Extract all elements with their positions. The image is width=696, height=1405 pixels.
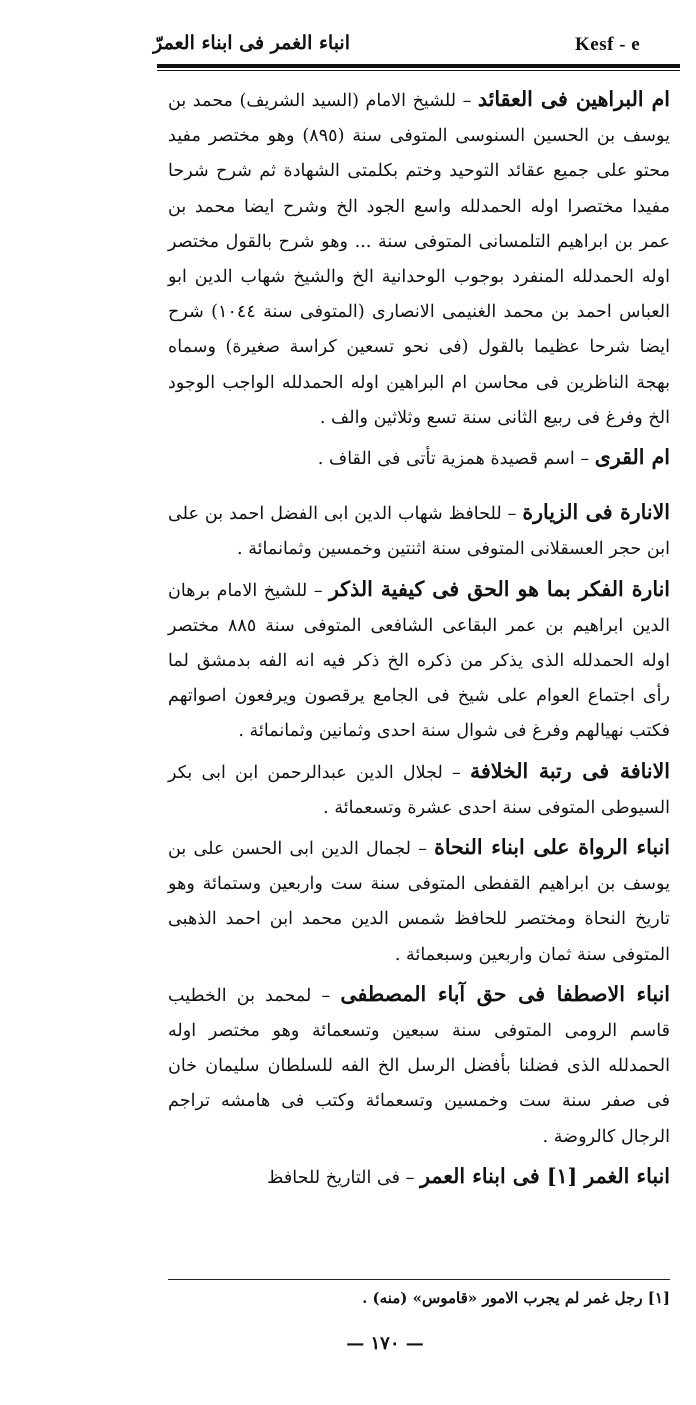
entry-heading: ام البراهين فى العقائد (477, 87, 670, 111)
entry (168, 572, 670, 750)
header-left-label: Kesf - e (575, 34, 641, 55)
entry (168, 830, 670, 973)
entry-heading: انباء الاصطفا فى حق آباء المصطفى (340, 981, 671, 1006)
entry (168, 1159, 670, 1196)
footnote-divider (168, 1279, 670, 1280)
entry-text: – لجلال الدين عبدالرحمن ابن ابى بكر السيوطى المتوفى سنة احدى عشرة وتسعمائة . (168, 762, 670, 818)
entry-heading: الانارة فى الزيارة (522, 500, 670, 525)
entry (168, 754, 670, 826)
entry-text: – اسم قصيدة همزية تأتى فى القاف . (317, 449, 595, 470)
header-rule-thin (157, 70, 680, 71)
entry (168, 977, 670, 1155)
entry-heading: انباء الرواة على ابناء النحاة (434, 835, 670, 860)
entry-text: – للشيخ الامام (السيد الشريف) محمد بن يوسف بن الحسين السنوسى المتوفى سنة (٨٩٥) وهو مختصر مفيد محتو على جميع عقائد التوحيد وختم بكلمتى الشهادة ثم شرح شرحا مفيدا مختصرا اوله الحمدلله واسع الجود الخ وشرح ايضا محمد بن عمر بن ابراهيم التلمسانى المتوفى سنة ... وهو شرح بالقول مختصر اوله الحمدلله المنفرد بوجوب الوحدانية الخ والشيخ شهاب الدين ابو العباس احمد بن محمد الغنيمى الانصارى (المتوفى سنة ١٠٤٤) شرح ايضا شرحا عظيما بالقول (فى نحو تسعين كراسة صغيرة) وسماه بهجة الناظرين فى محاسن ام البراهين اوله الحمدلله الواجب الوجود الخ وفرغ فى ربيع الثانى سنة تسع وثلاثين والف . (168, 91, 671, 428)
entry (168, 82, 670, 436)
entry (168, 440, 670, 477)
entry-text: – لجمال الدين ابى الحسن على بن يوسف بن ابراهيم القفطى المتوفى سنة ست واربعين وستمائة وهو تاريخ النحاة ومختصر للحافظ شمس الدين محمد ابن احمد الذهبى المتوفى سنة ثمان واربعين وسبعمائة . (168, 839, 670, 965)
entry-text: – لمحمد بن الخطيب قاسم الرومى المتوفى سنة سبعين وتسعمائة وهو مختصر اوله الحمدلله الذى فضلنا بأفضل الرسل الخ الفه للسلطان سليمان خان فى صفر سنة ست وخمسين وتسعمائة وكتب فى هامشه تراجم الرجال كالروضة . (168, 985, 670, 1147)
entry-heading: انباء الغمر [١] فى ابناء العمر (420, 1163, 670, 1188)
entry-text: – للحافظ شهاب الدين ابى الفضل احمد بن على ابن حجر العسقلانى المتوفى سنة اثنتين وخمسين وثمانمائة . (168, 504, 670, 560)
header-rule-thick (157, 64, 680, 68)
entry-heading: ام القرى (594, 445, 670, 470)
entry-text: – للشيخ الامام برهان الدين ابراهيم بن عمر البقاعى الشافعى المتوفى سنة ٨٨٥ مختصر اوله الحمدلله الذى يذكر من ذكره الخ ذكر فيه انه الفه بدمشق لما رأى اجتماع العوام على شيخ فى الجامع يرقصون ويرفعون اصواتهم فكتب نهيالهم وفرغ فى شوال سنة احدى وثمانين وثمانمائة . (168, 580, 670, 742)
header-title: انباء الغمر فى ابناء العمرّ (153, 32, 350, 54)
running-header (153, 30, 680, 62)
footnote: [١] رجل غمر لم يجرب الامور «قاموس» (منه) . (362, 1289, 670, 1307)
entry-heading: انارة الفكر بما هو الحق فى كيفية الذكر (329, 576, 670, 601)
body-text (168, 82, 670, 1200)
entry (168, 495, 670, 567)
entry-text: – فى التاريخ للحافظ (267, 1167, 421, 1188)
page-number: — ١٧٠ — (346, 1333, 424, 1354)
entry-heading: الانافة فى رتبة الخلافة (469, 758, 671, 783)
